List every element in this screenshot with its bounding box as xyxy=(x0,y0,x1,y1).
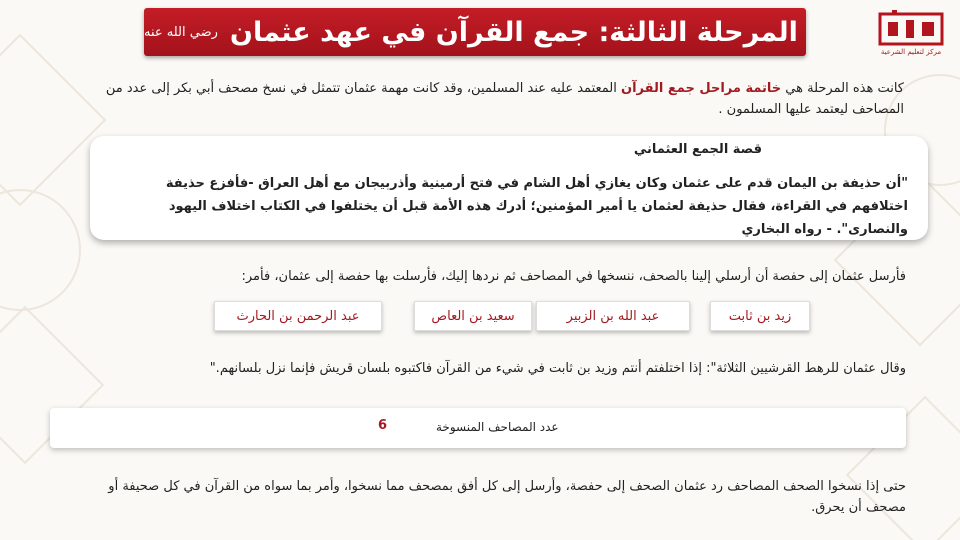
page-title: المرحلة الثالثة: جمع القرآن في عهد عثمان xyxy=(229,16,798,48)
scribe-zaid-button[interactable]: زيد بن ثابت xyxy=(710,301,810,331)
story-heading: قصة الجمع العثماني xyxy=(633,142,762,157)
closing-paragraph: حتى إذا نسخوا الصحف المصاحف رد عثمان الصحف إلى حفصة، وأرسل إلى كل أفق بمصحف مما نسخوا، وأمر بما سواه من القرآن في كل صحيفة أو مصحف أن يحرق. xyxy=(108,479,906,515)
intro-text-1: كانت هذه المرحلة هي xyxy=(781,81,904,96)
title-bar xyxy=(144,8,806,56)
story-text: "أن حذيفة بن اليمان قدم على عثمان وكان يغازي أهل الشام في فتح أرمينية وأذربيجان مع أهل العراق -فأفزع حذيفة اختلافهم في القراءة، فقال حذيفة لعثمان يا أمير المؤمنين؛ أدرك هذه الأمة قبل أن يختلفوا في الكتاب اختلاف اليهود والنصارى". - رواه البخاري xyxy=(165,176,908,237)
story-box xyxy=(90,136,928,240)
intro-paragraph xyxy=(96,78,904,120)
scribes-list xyxy=(214,301,810,331)
send-paragraph: فأرسل عثمان إلى حفصة أن أرسلي إلينا بالصحف، ننسخها في المصاحف ثم نردها إليك، فأرسلت بها حفصة إلى عثمان، فأمر: xyxy=(241,269,906,284)
page-subtitle: رضي الله عنه xyxy=(144,24,218,40)
intro-text-2: المعتمد عليه عند المسلمين، وقد كانت مهمة عثمان تتمثل في نسخ مصحف أبي بكر إلى عدد من المصاحف ليعتمد عليها المسلمون . xyxy=(105,81,904,117)
copies-count-value: 6 xyxy=(378,418,388,433)
copies-count-label: عدد المصاحف المنسوخة xyxy=(436,420,559,434)
intro-highlight: خاتمة مراحل جمع القرآن xyxy=(621,81,782,96)
quraish-paragraph: وقال عثمان للرهط القرشيين الثلاثة": إذا اختلفتم أنتم وزيد بن ثابت في شيء من القرآن فاكتبوه بلسان قريش فإنما نزل بلسانهم." xyxy=(209,361,906,376)
logo-subtitle: مركز لتعليم الشرعية xyxy=(880,48,942,56)
copies-count-bar xyxy=(50,408,906,448)
scribe-saeed-button[interactable]: سعيد بن العاص xyxy=(414,301,532,331)
scribe-abdulrahman-button[interactable]: عبد الرحمن بن الحارث xyxy=(214,301,382,331)
scribe-abdullah-button[interactable]: عبد الله بن الزبير xyxy=(536,301,690,331)
